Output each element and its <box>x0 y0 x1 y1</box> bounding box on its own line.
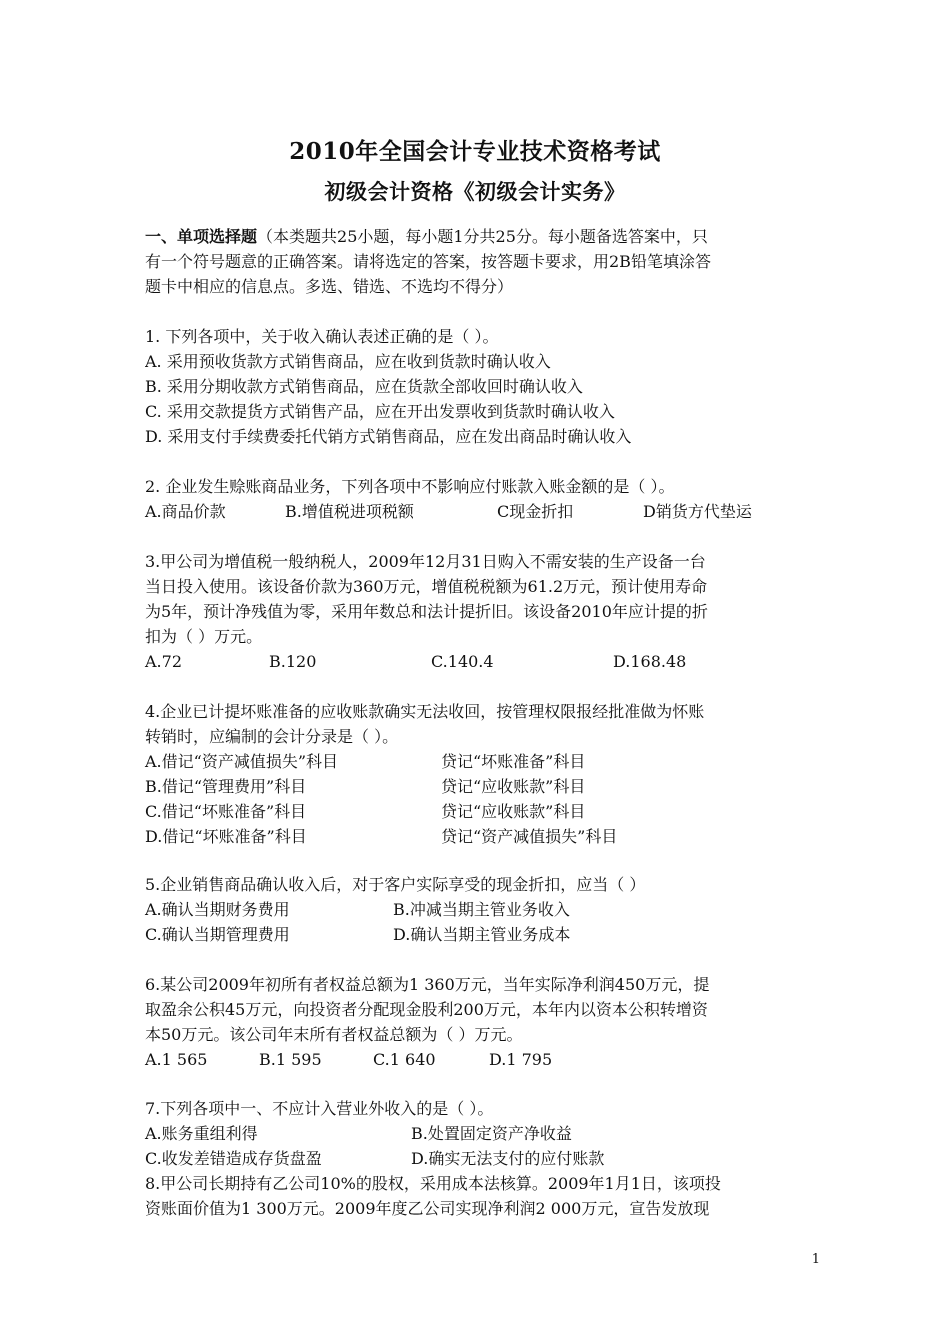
question-3-option-d: D.168.48 <box>613 652 687 671</box>
question-4-option-c <box>145 799 813 824</box>
question-4-option-a <box>145 749 813 774</box>
question-3-stem-line-2: 当日投入使用。该设备价款为360万元，增值税税额为61.2万元，预计使用寿命 <box>145 577 708 596</box>
question-4-option-b-credit: 贷记“应收账款”科目 <box>441 777 586 796</box>
question-3-stem-line-4: 扣为（ ）万元。 <box>145 627 263 646</box>
question-3-option-b: B.120 <box>269 652 317 671</box>
question-4-option-b <box>145 774 813 799</box>
question-3 <box>145 549 813 674</box>
question-3-option-c: C.140.4 <box>431 652 494 671</box>
question-5 <box>145 872 813 947</box>
question-6-option-a: A.1 565 <box>145 1050 208 1069</box>
question-7-option-d: D.确实无法支付的应付账款 <box>411 1149 605 1168</box>
question-6-stem-line-2: 取盈余公积45万元，向投资者分配现金股利200万元，本年内以资本公积转增资 <box>145 1000 708 1019</box>
question-6-option-b: B.1 595 <box>259 1050 322 1069</box>
question-4-option-a-credit: 贷记“坏账准备”科目 <box>441 752 586 771</box>
question-4-option-a-debit: A.借记“资产减值损失”科目 <box>145 752 339 771</box>
question-4-stem-line-1: 4.企业已计提坏账准备的应收账款确实无法收回，按管理权限报经批准做为怀账 <box>145 702 705 721</box>
question-5-option-d: D.确认当期主管业务成本 <box>393 925 571 944</box>
question-6-stem-line-3: 本50万元。该公司年末所有者权益总额为（ ）万元。 <box>145 1025 523 1044</box>
document-subtitle: 初级会计资格《初级会计实务》 <box>324 179 626 204</box>
question-7-option-c: C.收发差错造成存货盘盈 <box>145 1149 322 1168</box>
question-4-option-c-credit: 贷记“应收账款”科目 <box>441 802 586 821</box>
question-3-option-a: A.72 <box>145 652 182 671</box>
question-8 <box>145 1171 813 1221</box>
question-1-option-a: A. 采用预收货款方式销售商品，应在收到货款时确认收入 <box>145 352 551 371</box>
question-4-option-c-debit: C.借记“坏账准备”科目 <box>145 802 307 821</box>
question-2-option-d: D销货方代垫运 <box>643 502 752 521</box>
section-heading: 一、单项选择题 <box>145 227 258 246</box>
question-6-stem-line-1: 6.某公司2009年初所有者权益总额为1 360万元，当年实际净利润450万元，提 <box>145 975 710 994</box>
question-5-option-b: B.冲减当期主管业务收入 <box>393 900 570 919</box>
question-7 <box>145 1096 813 1171</box>
question-6-option-c: C.1 640 <box>373 1050 436 1069</box>
question-4-option-d <box>145 824 813 849</box>
question-1-option-b: B. 采用分期收款方式销售商品，应在货款全部收回时确认收入 <box>145 377 583 396</box>
question-3-stem-line-1: 3.甲公司为增值税一般纳税人，2009年12月31日购入不需安装的生产设备一台 <box>145 552 706 571</box>
question-4 <box>145 699 813 849</box>
section-instructions <box>145 224 813 299</box>
question-4-option-d-debit: D.借记“坏账准备”科目 <box>145 827 307 846</box>
question-7-stem: 7.下列各项中一、不应计入营业外收入的是（ ）。 <box>145 1099 494 1118</box>
document-title: 2010年全国会计专业技术资格考试 <box>289 138 661 165</box>
question-5-option-c: C.确认当期管理费用 <box>145 925 290 944</box>
question-2-option-a: A.商品价款 <box>145 502 226 521</box>
instructions-line-3: 题卡中相应的信息点。多选、错选、不选均不得分） <box>145 277 514 296</box>
question-4-option-b-debit: B.借记“管理费用”科目 <box>145 777 307 796</box>
question-8-stem-line-1: 8.甲公司长期持有乙公司10%的股权，采用成本法核算。2009年1月1日，该项投 <box>145 1174 721 1193</box>
instructions-line-1: （本类题共25小题，每小题1分共25分。每小题备选答案中，只 <box>257 227 708 246</box>
question-1-stem: 1. 下列各项中，关于收入确认表述正确的是（ ）。 <box>145 327 499 346</box>
question-1-option-d: D. 采用支付手续费委托代销方式销售商品，应在发出商品时确认收入 <box>145 427 632 446</box>
question-8-stem-line-2: 资账面价值为1 300万元。2009年度乙公司实现净利润2 000万元，宣告发放现 <box>145 1199 710 1218</box>
question-2-option-b: B.增值税进项税额 <box>285 502 414 521</box>
question-5-option-a: A.确认当期财务费用 <box>145 900 290 919</box>
question-4-option-d-credit: 贷记“资产减值损失”科目 <box>441 827 618 846</box>
question-2-stem: 2. 企业发生赊账商品业务，下列各项中不影响应付账款入账金额的是（ ）。 <box>145 477 675 496</box>
question-2 <box>145 474 813 524</box>
question-4-stem-line-2: 转销时，应编制的会计分录是（ ）。 <box>145 727 399 746</box>
page-number: 1 <box>811 1252 820 1267</box>
question-6 <box>145 972 813 1072</box>
question-2-option-c: C现金折扣 <box>497 502 574 521</box>
question-5-stem: 5.企业销售商品确认收入后，对于客户实际享受的现金折扣，应当（ ） <box>145 875 646 894</box>
question-7-option-b: B.处置固定资产净收益 <box>411 1124 572 1143</box>
question-1-option-c: C. 采用交款提货方式销售产品，应在开出发票收到货款时确认收入 <box>145 402 615 421</box>
instructions-line-2: 有一个符号题意的正确答案。请将选定的答案，按答题卡要求，用2B铅笔填涂答 <box>145 252 711 271</box>
question-3-stem-line-3: 为5年，预计净残值为零，采用年数总和法计提折旧。该设备2010年应计提的折 <box>145 602 708 621</box>
question-7-option-a: A.账务重组利得 <box>145 1124 258 1143</box>
question-1 <box>145 324 813 449</box>
question-6-option-d: D.1 795 <box>489 1050 553 1069</box>
